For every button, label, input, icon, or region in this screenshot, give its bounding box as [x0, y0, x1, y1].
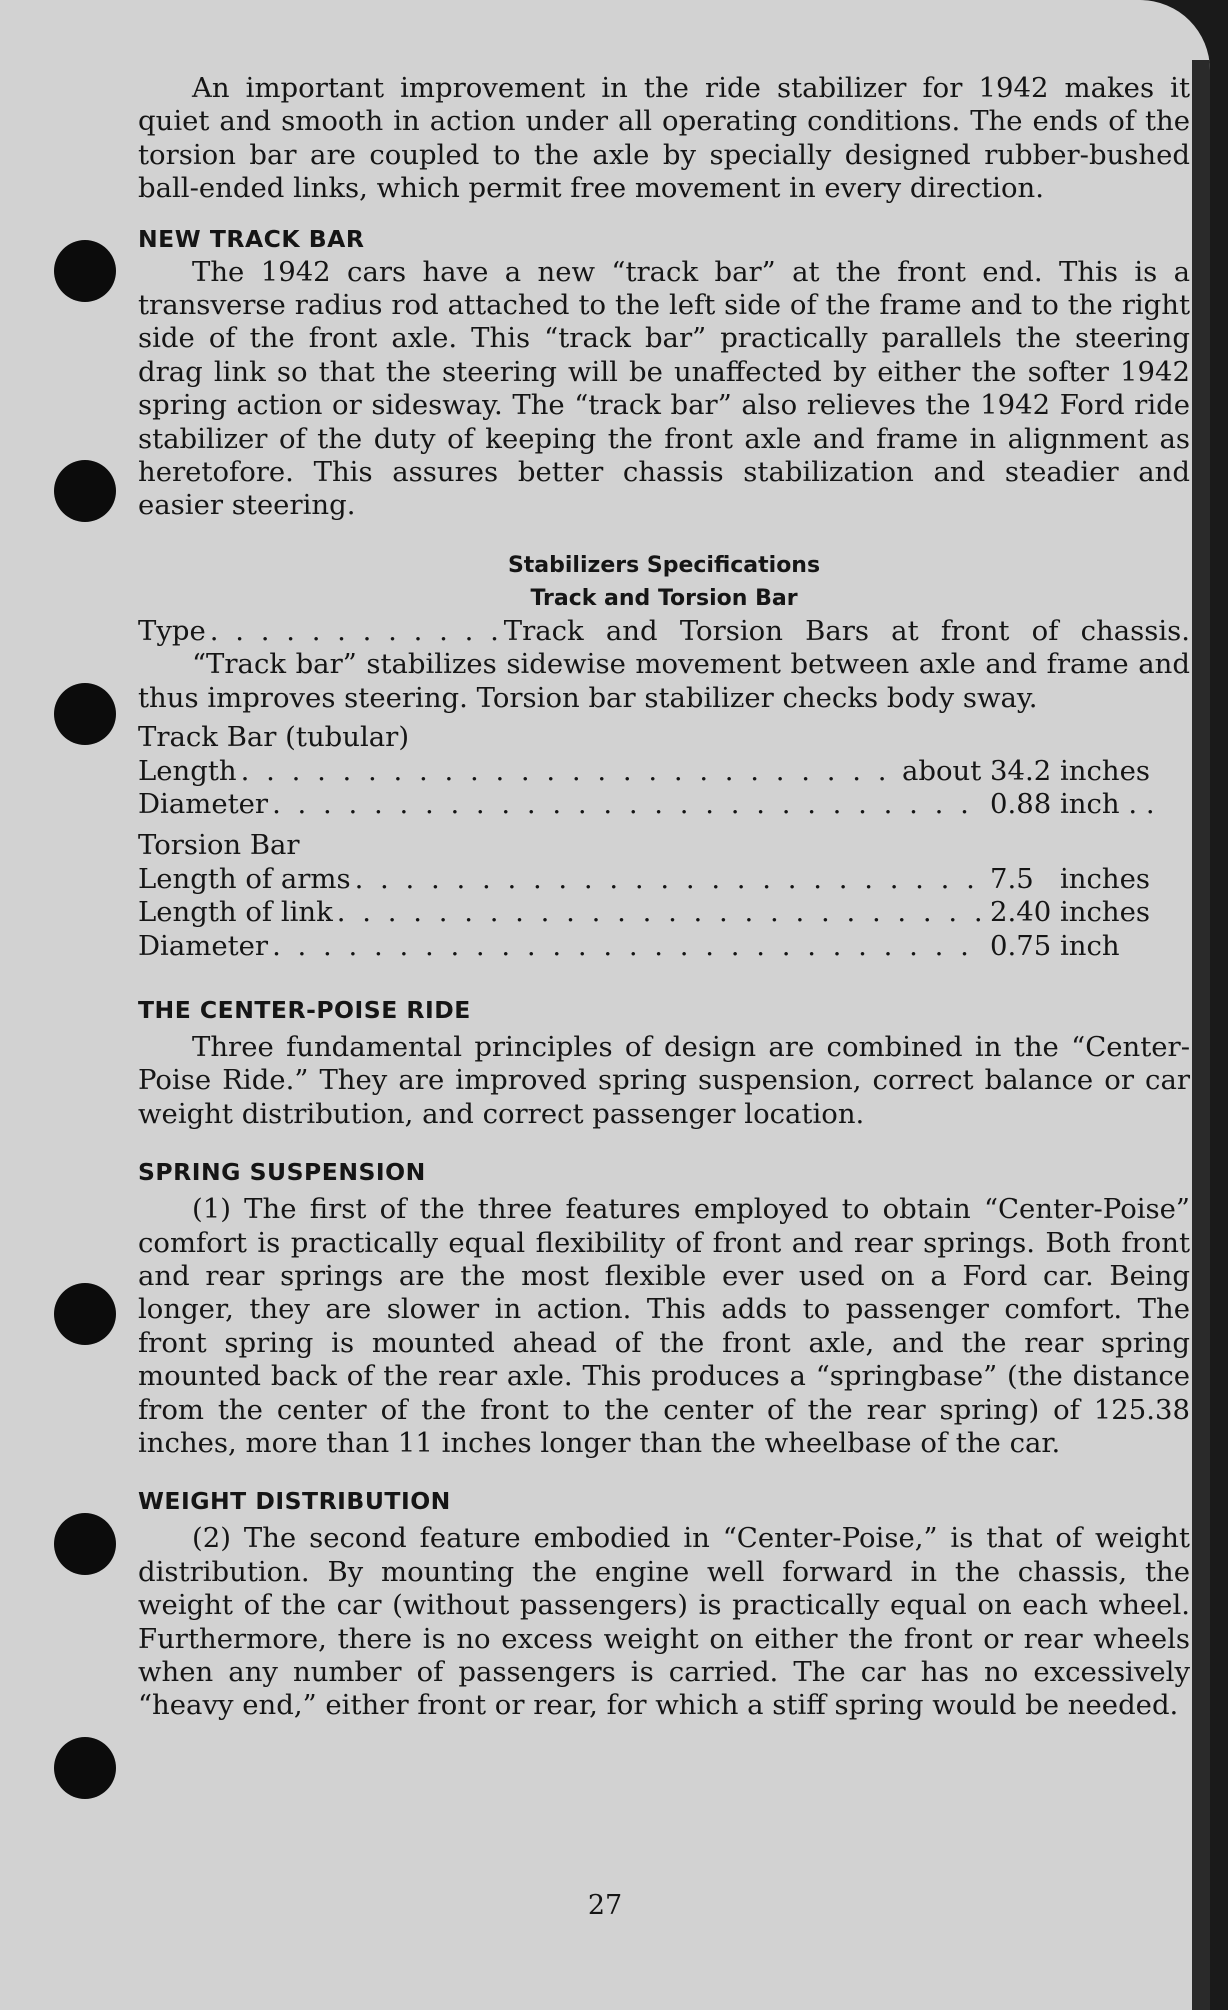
page-edge — [1192, 60, 1210, 2010]
spec-unit: inch . . — [1060, 787, 1155, 820]
torsion-bar-spec-heading: Torsion Bar — [138, 829, 300, 862]
spec-value — [990, 896, 1190, 929]
binder-hole — [54, 683, 116, 745]
binder-hole — [54, 240, 116, 302]
specs-title: Stabilizers Specifications — [507, 552, 821, 578]
spring-suspension-heading: SPRING SUSPENSION — [138, 1158, 426, 1187]
spec-unit: inches — [1060, 754, 1151, 787]
spec-value — [990, 930, 1190, 963]
leader-dots — [272, 788, 986, 821]
spec-value — [990, 863, 1190, 896]
spec-row-track-diameter — [138, 788, 1190, 821]
spec-unit: inch — [1060, 929, 1120, 962]
specs-note: “Track bar” stabilizes sidewise movement between axle and frame and thus improves steering. Torsion bar stabilizer checks body sway. — [138, 648, 1190, 714]
leader-dots — [241, 755, 898, 788]
spring-suspension-paragraph: (1) The first of the three features employed to obtain “Center-Poise” comfort is practically equal flexibility of front and rear springs. Both front and rear springs are the most flexible ever used on a Ford car. Being longer, they are slower in action. This adds to passenger comfort. The front spring is mounted ahead of the front axle, and the rear spring mounted back of the rear axle. This produces a “springbase” (the distance from the center of the front to the center of the rear spring) of 125.38 inches, more than 11 inches longer than the wheelbase of the car. — [138, 1193, 1190, 1459]
spec-unit: inches — [1060, 896, 1151, 929]
spec-label: Type — [138, 614, 206, 647]
binder-hole — [54, 1283, 116, 1345]
spec-number: 0.75 — [990, 929, 1052, 962]
spec-row-type — [138, 615, 1190, 648]
spec-row-torsion-diameter — [138, 930, 1190, 963]
spec-label: Diameter — [138, 929, 269, 962]
track-bar-heading: NEW TRACK BAR — [138, 224, 365, 253]
page-number: 27 — [587, 1890, 623, 1921]
specs-block — [138, 549, 1190, 963]
spec-value: Track and Torsion Bars at front of chassis. — [503, 614, 1190, 647]
weight-distribution-heading: WEIGHT DISTRIBUTION — [138, 1487, 451, 1516]
track-bar-paragraph: The 1942 cars have a new “track bar” at the front end. This is a transverse radius rod attached to the left side of the frame and to the right side of the front axle. This “track bar” practically parallels the steering drag link so that the steering will be unaffected by either the softer 1942 spring action or sidesway. The “track bar” also relieves the 1942 Ford ride stabilizer of the duty of keeping the front axle and frame in alignment as heretofore. This assures better chassis stabilization and steadier and easier steering. — [138, 255, 1190, 522]
binder-hole — [54, 1737, 116, 1799]
leader-dots — [272, 930, 986, 963]
spec-number: 0.88 — [990, 787, 1052, 820]
leader-dots — [337, 896, 986, 929]
spec-number: about 34.2 — [901, 754, 1052, 787]
spec-value — [990, 788, 1190, 821]
binder-hole — [54, 1513, 116, 1575]
spec-value — [902, 755, 1190, 788]
spec-label: Diameter — [138, 787, 269, 820]
spec-unit: inches — [1060, 862, 1151, 895]
spec-row-link-length — [138, 896, 1190, 929]
spec-label: Length of link — [138, 896, 333, 929]
spec-label: Length of arms — [138, 862, 351, 895]
leader-dots — [210, 615, 500, 648]
spec-row-track-length — [138, 755, 1190, 788]
weight-distribution-paragraph: (2) The second feature embodied in “Center-Poise,” is that of weight distribution. By mounting the engine well forward in the chassis, the weight of the car (without passengers) is practically equal on each wheel. Furthermore, there is no excess weight on either the front or rear wheels when any number of passengers is carried. The car has no excessively “heavy end,” either front or rear, for which a stiff spring would be needed. — [138, 1522, 1190, 1722]
spec-label: Length — [138, 754, 237, 787]
spec-row-arm-length — [138, 863, 1190, 896]
specs-subtitle: Track and Torsion Bar — [530, 585, 798, 611]
binder-hole — [54, 460, 116, 522]
track-bar-spec-heading: Track Bar (tubular) — [138, 721, 410, 754]
page-content — [138, 72, 1190, 1723]
leader-dots — [355, 863, 986, 896]
center-poise-paragraph: Three fundamental principles of design are combined in the “Center-Poise Ride.” They are improved spring suspension, correct balance or car weight distribution, and correct passenger location. — [138, 1030, 1190, 1130]
intro-paragraph: An important improvement in the ride stabilizer for 1942 makes it quiet and smooth in action under all operating conditions. The ends of the torsion bar are coupled to the axle by specially designed rubber-bushed ball-ended links, which permit free movement in every direction. — [138, 72, 1190, 205]
center-poise-heading: THE CENTER-POISE RIDE — [138, 995, 471, 1024]
spec-number: 2.40 — [990, 896, 1052, 929]
spec-number: 7.5 — [990, 862, 1034, 895]
